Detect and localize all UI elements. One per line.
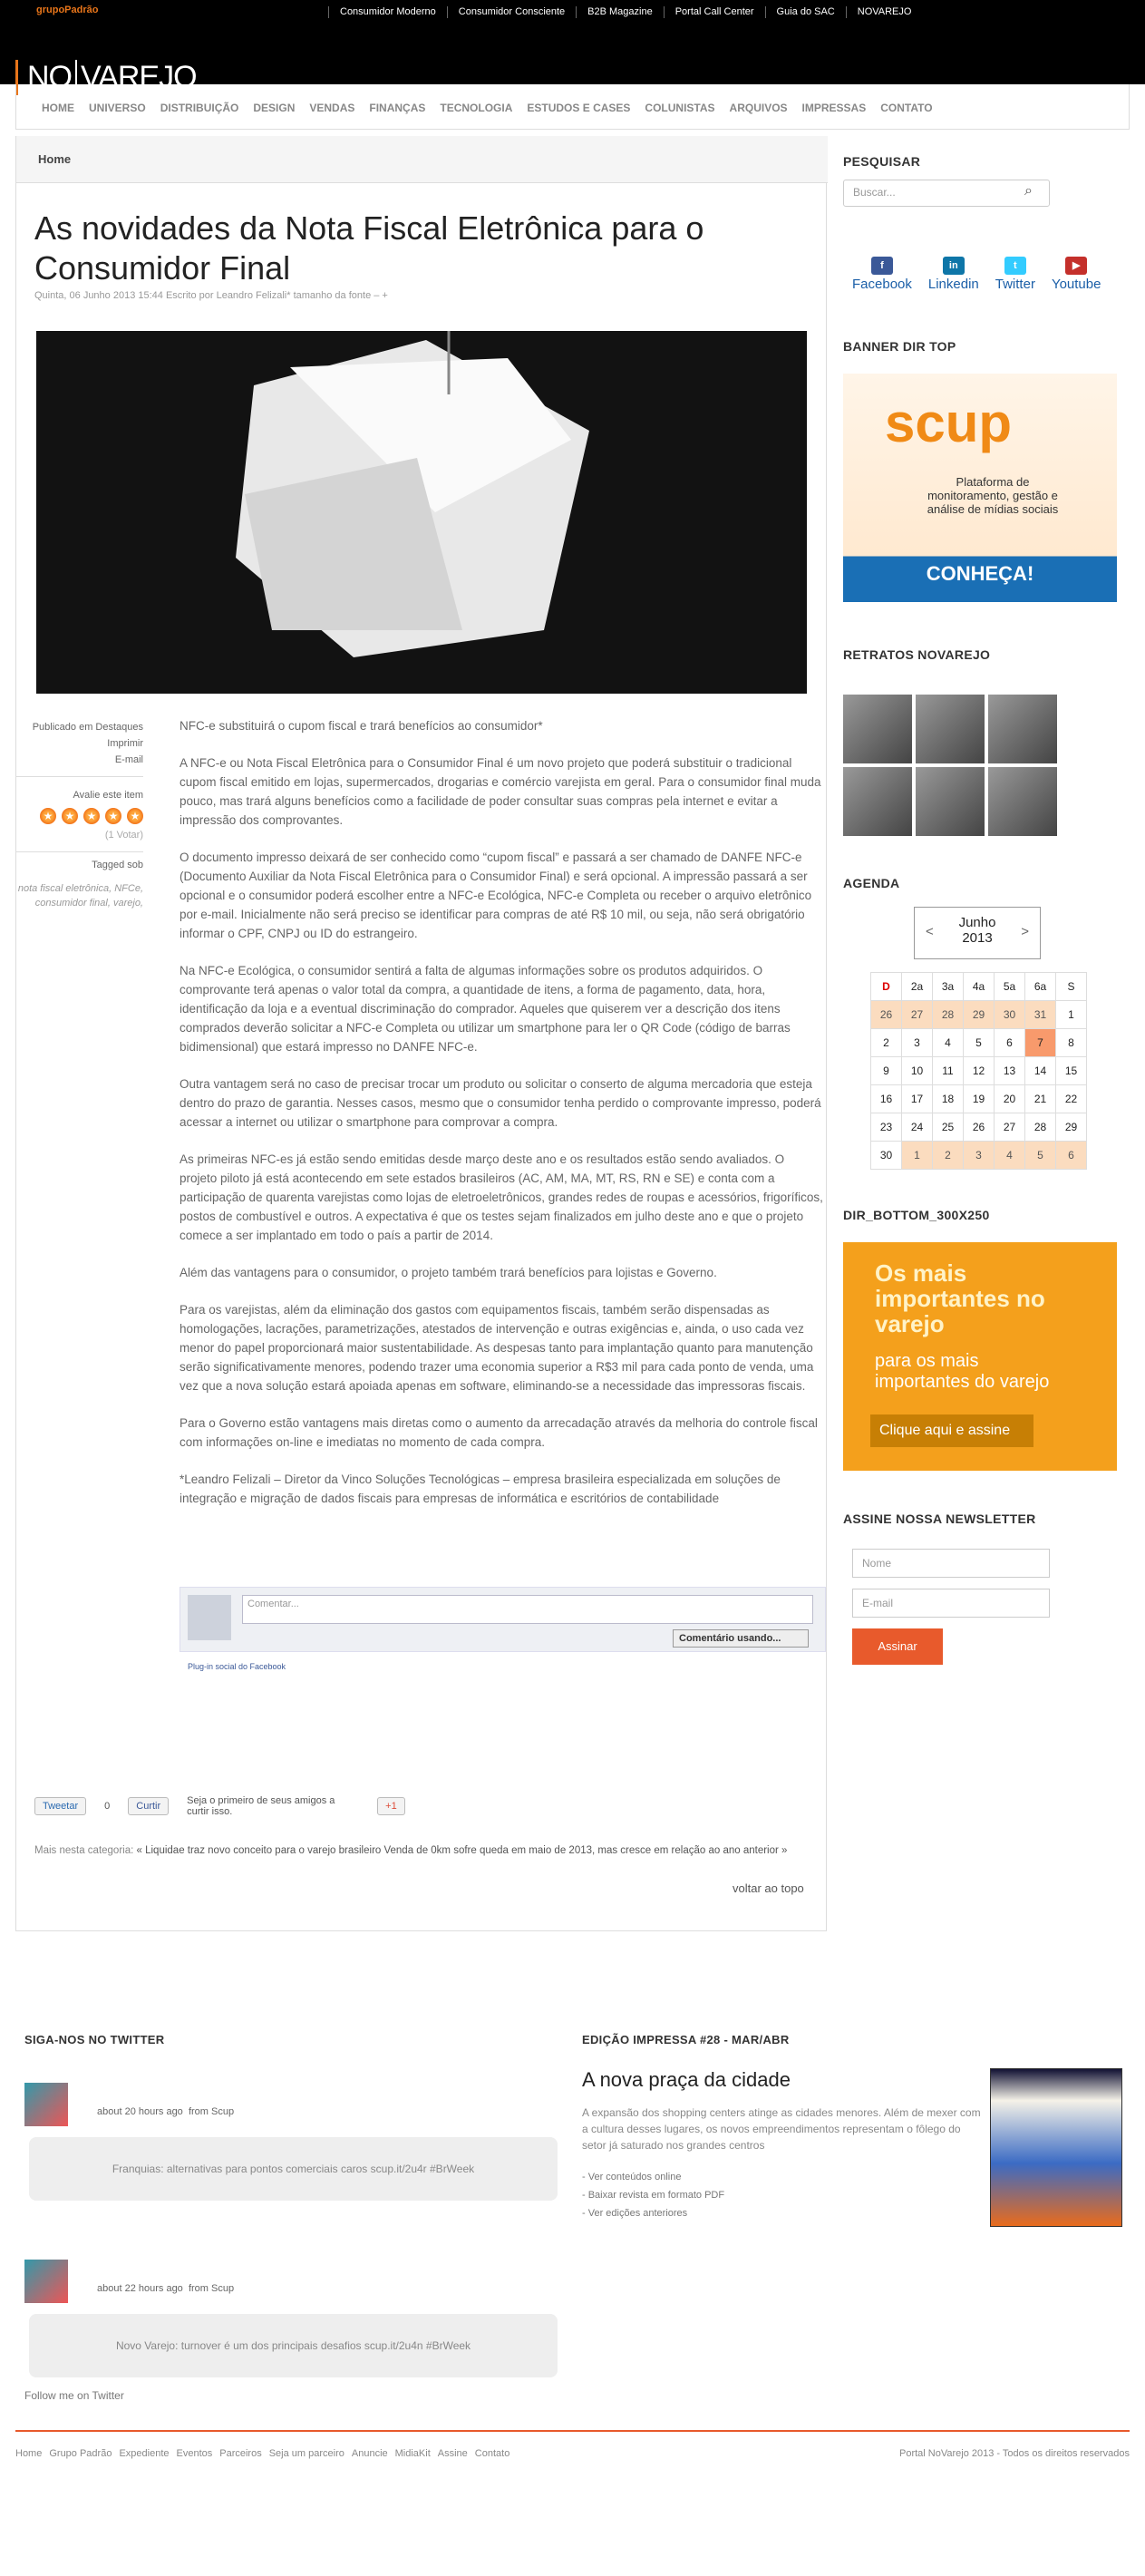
link-consumidor-moderno[interactable]: Consumidor Moderno (328, 6, 447, 18)
star-icon[interactable]: ★ (105, 808, 121, 824)
footer-link-parceiros[interactable]: Parceiros (219, 2448, 262, 2459)
twitter-link[interactable]: t Twitter (995, 257, 1035, 292)
conheca-button[interactable]: CONHEÇA! (926, 562, 1034, 585)
footer-link-home[interactable]: Home (15, 2448, 43, 2459)
link-portal-call-center[interactable]: Portal Call Center (664, 6, 765, 18)
novarejo-logo[interactable]: NO VAREJO (15, 60, 197, 95)
avatar (188, 1595, 231, 1640)
article-title: As novidades da Nota Fiscal Eletrônica para o Consumidor Final (34, 209, 704, 287)
footer-link-anuncie[interactable]: Anuncie (351, 2448, 388, 2459)
nav-home[interactable]: HOME (42, 102, 74, 114)
nav-distribuicao[interactable]: DISTRIBUIÇÃO (160, 102, 239, 114)
footer-link-eventos[interactable]: Eventos (176, 2448, 213, 2459)
linkedin-icon: in (943, 257, 965, 275)
paragraph: Outra vantagem será no caso de precisar trocar um produto ou solicitar o conserto de alguma mercadoria que esteja dentro do prazo de garantia. Nesses casos, mesmo que o consumidor tenha perdido o comprovante impresso, poderá acessar a internet ou utilizar o smartphone para comprovar a compra. (180, 1077, 821, 1129)
retratos-heading: RETRATOS NOVAREJO (843, 647, 991, 662)
nav-colunistas[interactable]: COLUNISTAS (645, 102, 715, 114)
edicao-link-anteriores[interactable]: - Ver edições anteriores (582, 2208, 688, 2219)
search-icon[interactable]: ⌕ (1024, 183, 1033, 199)
published-in[interactable]: Publicado em Destaques (32, 722, 143, 733)
nav-universo[interactable]: UNIVERSO (89, 102, 146, 114)
breadcrumb (16, 136, 828, 183)
twitter-heading: SIGA-NOS NO TWITTER (24, 2033, 165, 2046)
paragraph: Para o Governo estão vantagens mais diretas como o aumento da arrecadação através da melhoria do controle fiscal com informações on-line e imediatas no momento de cada compra. (180, 1416, 818, 1449)
edicao-link-online[interactable]: - Ver conteúdos online (582, 2172, 682, 2182)
tweet-text[interactable]: Novo Varejo: turnover é um dos principais desafios scup.it/2u4n #BrWeek (29, 2314, 558, 2377)
tweet-button[interactable]: Tweetar (34, 1797, 86, 1815)
paragraph: *Leandro Felizali – Diretor da Vinco Soluções Tecnológicas – empresa brasileira especializada em soluções de integração e migração de dados fiscais para empresas de informática e escritórios de contabilidade (180, 1473, 781, 1505)
nav-design[interactable]: DESIGN (253, 102, 296, 114)
footer-link-assine[interactable]: Assine (437, 2448, 468, 2459)
paragraph: A NFC-e ou Nota Fiscal Eletrônica para o Consumidor Final é um novo projeto que poderá substituir o tradicional cupom fiscal emitido em lojas, supermercados, drogarias e comércio varejista em geral. Para o consumidor final muda pouco, mas trará alguns benefícios como a facilidade de poder consultar suas compras pela internet e evitar a impressão dos comprovantes. (180, 756, 821, 827)
magazine-cover[interactable] (990, 2068, 1122, 2227)
newsletter-heading: ASSINE NOSSA NEWSLETTER (843, 1512, 1036, 1526)
grupo-padrao-logo[interactable]: grupoPadrão (36, 5, 99, 15)
edicao-headline[interactable]: A nova praça da cidade (582, 2068, 791, 2091)
main-column (15, 136, 827, 1931)
gallery-thumb[interactable] (916, 695, 985, 763)
assine-banner-button[interactable]: Clique aqui e assine (870, 1414, 1033, 1447)
back-to-top-link[interactable]: voltar ao topo (733, 1881, 804, 1895)
newsletter-submit-button[interactable]: Assinar (852, 1628, 943, 1665)
nav-contato[interactable]: CONTATO (880, 102, 933, 114)
rate-label: Avalie este item (73, 790, 143, 801)
link-consumidor-consciente[interactable]: Consumidor Consciente (447, 6, 576, 18)
edicao-summary: A expansão dos shopping centers atinge as cidades menores. Além de mexer com a cultura desses lugares, os novos empreendimentos representam o fôlego do setor já saturado nos grandes centros (582, 2106, 981, 2152)
star-icon[interactable]: ★ (83, 808, 100, 824)
nav-estudos-cases[interactable]: ESTUDOS E CASES (527, 102, 631, 114)
nav-impressas[interactable]: IMPRESSAS (801, 102, 867, 114)
footer-link-seja-parceiro[interactable]: Seja um parceiro (268, 2448, 344, 2459)
footer-divider (15, 2430, 1130, 2432)
tweet: about 20 hours ago from Scup Franquias: alternativas para pontos comerciais caros scup.it/2u4r #BrWeek (24, 2001, 568, 2178)
gallery-thumb[interactable] (988, 695, 1057, 763)
article-sidebar (16, 716, 154, 910)
share-bar (34, 1795, 405, 1817)
link-b2b-magazine[interactable]: B2B Magazine (576, 6, 664, 18)
facebook-icon: f (871, 257, 893, 275)
main-nav (15, 84, 1130, 130)
votes-count: (1 Votar) (104, 830, 143, 841)
linkedin-link[interactable]: in Linkedin (928, 257, 979, 292)
facebook-comments (180, 1587, 826, 1671)
edicao-heading: EDIÇÃO IMPRESSA #28 - MAR/ABR (582, 2033, 790, 2046)
article-meta: Quinta, 06 Junho 2013 15:44 Escrito por Leandro Felizali* tamanho da fonte – + (34, 290, 388, 301)
nav-tecnologia[interactable]: TECNOLOGIA (440, 102, 513, 114)
paragraph: Para os varejistas, além da eliminação dos gastos com equipamentos fiscais, também serão dispensadas as homologações, lacrações, parametrizações, atestados de intervenção e outras exigências e, ainda, o uso cada vez menor do papel proporcionará maior sustentabilidade. As despesas tanto para implantação quanto para manutenção serão significativamente menores, podendo trazer uma economia superior a R$3 mil para cada ponto de venda, uma vez que a nova solução estará apoiada apenas em software, eliminando-se a necessidade das impressoras fiscais. (180, 1303, 814, 1393)
banner-top-heading: BANNER DIR TOP (843, 339, 956, 354)
copyright: Portal NoVarejo 2013 - Todos os direitos reservados (899, 2448, 1130, 2459)
gallery-thumb[interactable] (843, 767, 912, 836)
footer-link-grupo-padrao[interactable]: Grupo Padrão (49, 2448, 112, 2459)
fb-first-text: Seja o primeiro de seus amigos a curtir isso. (187, 1795, 335, 1817)
photo-gallery (843, 695, 1133, 836)
newsletter-name-input[interactable]: Nome (852, 1549, 1050, 1578)
tags-list[interactable]: nota fiscal eletrônica, NFCe, consumidor final, varejo, (17, 883, 143, 909)
social-links (852, 257, 1133, 292)
gplus-button[interactable]: +1 (377, 1797, 405, 1815)
prev-month-icon[interactable]: < (926, 924, 934, 939)
gallery-thumb[interactable] (988, 767, 1057, 836)
rating-stars[interactable] (16, 808, 143, 824)
twitter-widget (24, 1991, 568, 2402)
star-icon[interactable]: ★ (127, 808, 143, 824)
email-link[interactable]: E-mail (114, 754, 143, 765)
agenda-heading: AGENDA (843, 876, 900, 890)
gallery-thumb[interactable] (843, 695, 912, 763)
nav-vendas[interactable]: VENDAS (309, 102, 355, 114)
star-icon[interactable]: ★ (40, 808, 56, 824)
scup-banner[interactable]: scup Plataforma de monitoramento, gestão e análise de mídias sociais CONHEÇA! (843, 374, 1117, 602)
star-icon[interactable]: ★ (62, 808, 78, 824)
link-novarejo[interactable]: NOVAREJO (846, 6, 923, 18)
dir-bottom-heading: DIR_BOTTOM_300X250 (843, 1208, 990, 1222)
tweet-text[interactable]: Franquias: alternativas para pontos comerciais caros scup.it/2u4r #BrWeek (29, 2137, 558, 2201)
more-in-category: Mais nesta categoria: « Liquidae traz novo conceito para o varejo brasileiro Venda de 0km sofre queda em maio de 2013, mas cresce em relação ao ano anterior » (34, 1845, 788, 1856)
follow-twitter-link[interactable]: Follow me on Twitter (24, 2389, 124, 2402)
paragraph: Na NFC-e Ecológica, o consumidor sentirá a falta de algumas informações sobre os produtos adquiridos. O comprovante terá apenas o valor total da compra, a quantidade de itens, a forma de pagamento, data, hora, identificação da loja e a eventual discriminação do comprador. Aqueles que quiserem ver a descrição dos itens comprados deverão solicitar a NFC-e Completa ou utilizar um smartphone para ler o QR Code (código de barras bidimensional) que estará impresso no DANFE NFC-e. (180, 964, 791, 1054)
comment-as-dropdown[interactable]: Comentário usando... (673, 1629, 809, 1648)
link-guia-sac[interactable]: Guia do SAC (765, 6, 846, 18)
logo-bar (0, 24, 1145, 94)
paragraph: Além das vantagens para o consumidor, o projeto também trará benefícios para lojistas e Governo. (180, 1266, 717, 1279)
search-input[interactable]: Buscar... (843, 180, 1050, 207)
footer-link-midiakit[interactable]: MidiaKit (394, 2448, 431, 2459)
tweet: about 22 hours ago from Scup Novo Varejo: turnover é um dos principais desafios scup.it/2u4n #BrWeek (24, 2178, 568, 2355)
youtube-icon: ▶ (1065, 257, 1087, 275)
top-bar (0, 0, 1145, 24)
print-edition (582, 1991, 1126, 2222)
comment-input[interactable]: Comentar... (242, 1595, 813, 1624)
paragraph: As primeiras NFC-es já estão sendo emitidas desde março deste ano e os resultados estão sendo avaliados. O projeto piloto já está acontecendo em sete estados brasileiros (AC, AM, MA, MT, RS, RN e SE) e conta com a participação de quarenta varejistas como lojas de eletroeletrônicos, grandes redes de roupas e acessórios, frigoríficos, postos de combustível e outros. A expectativa é que os testes sejam finalizados em julho deste ano e que o projeto comece a ser implantado em todo o país a partir de 2014. (180, 1152, 823, 1242)
next-month-icon[interactable]: > (1021, 924, 1029, 939)
edicao-link-pdf[interactable]: - Baixar revista em formato PDF (582, 2190, 725, 2201)
network-links (328, 6, 922, 18)
paragraph: O documento impresso deixará de ser conhecido como “cupom fiscal” e passará a ser chamado de DANFE NFC-e (Documento Auxiliar da Nota Fiscal Eletrônica para o Consumidor Final) e será opcional. A impressão passará a ser opcional e o consumidor poderá escolher entre a NFC-e Ecológica, NFC-e Completa ou receber o arquivo eletrônico por e-mail. Inicialmente não será preciso se identificar para compras de até R$ 10 mil, ou seja, não será obrigatório informar o CPF, CNPJ ou ID do estrangeiro. (180, 851, 812, 940)
print-link[interactable]: Imprimir (107, 738, 143, 749)
paragraph: NFC-e substituirá o cupom fiscal e trará benefícios ao consumidor* (180, 719, 543, 733)
nav-arquivos[interactable]: ARQUIVOS (729, 102, 788, 114)
avatar[interactable] (24, 2260, 68, 2303)
search-heading: PESQUISAR (843, 154, 921, 169)
youtube-link[interactable]: ▶ Youtube (1052, 257, 1101, 292)
curtir-button[interactable]: Curtir (128, 1797, 169, 1815)
gallery-thumb[interactable] (916, 767, 985, 836)
nav-financas[interactable]: FINANÇAS (369, 102, 426, 114)
article-body (180, 716, 823, 1526)
scup-logo: scup (885, 393, 1013, 453)
more-category-links[interactable]: « Liquidae traz novo conceito para o varejo brasileiro Venda de 0km sofre queda em maio de 2013, mas cresce em relação ao ano anterior » (136, 1845, 788, 1856)
calendar-month-header: < Junho 2013 > (914, 907, 1041, 959)
twitter-icon: t (1004, 257, 1026, 275)
assine-banner[interactable]: Os mais importantes no varejo para os mais importantes do varejo Clique aqui e assine (843, 1242, 1117, 1471)
newsletter-email-input[interactable]: E-mail (852, 1589, 1050, 1618)
facebook-link[interactable]: f Facebook (852, 257, 912, 292)
fb-plugin-label: Plug-in social do Facebook (188, 1662, 286, 1671)
tagged-label: Tagged sob (92, 860, 143, 870)
calendar-weekdays: D 2a 3a 4a 5a 6a S (871, 973, 1087, 1001)
footer-link-expediente[interactable]: Expediente (119, 2448, 170, 2459)
avatar[interactable] (24, 2083, 68, 2126)
calendar-today[interactable]: 7 (1025, 1029, 1056, 1057)
right-sidebar (843, 136, 1133, 1665)
article-photo (36, 331, 807, 694)
footer-link-contato[interactable]: Contato (474, 2448, 510, 2459)
calendar: D 2a 3a 4a 5a 6a S 26 27 28 29 30 31 1 2 3 4 5 6 7 8 9 10 11 12 13 14 15 16 17 18 19 20 21 22 23 24 25 26 27 28 29 30 1 2 3 4 5 6 (870, 972, 1087, 1170)
tweet-count: 0 (104, 1801, 111, 1812)
breadcrumb-home[interactable]: Home (38, 152, 72, 166)
footer-links (15, 2448, 509, 2459)
